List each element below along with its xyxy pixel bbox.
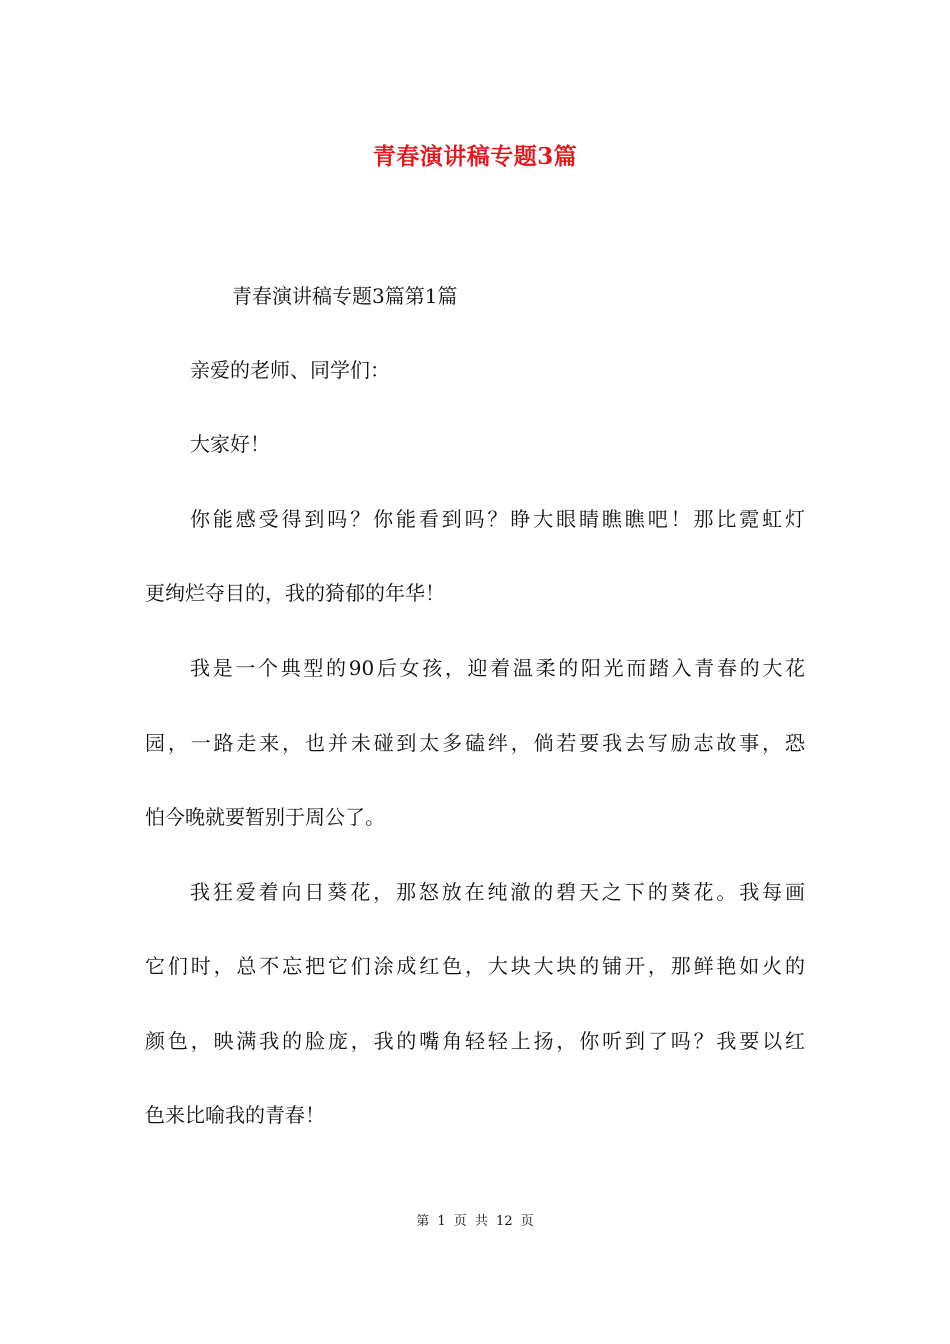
paragraph-3-line-4: 色来比喻我的青春！	[145, 1103, 325, 1127]
paragraph-2-line-3: 怕今晚就要暂别于周公了。	[145, 805, 385, 829]
paragraph-1-line-1: 你能感受得到吗？你能看到吗？睁大眼睛瞧瞧吧！那比霓虹灯	[190, 507, 805, 531]
paragraph-3-line-1: 我狂爱着向日葵花，那怒放在纯澈的碧天之下的葵花。我每画	[190, 880, 805, 904]
paragraph-1-line-2: 更绚烂夺目的，我的猗郁的年华！	[145, 581, 445, 605]
paragraph-2-line-1: 我是一个典型的90后女孩，迎着温柔的阳光而踏入青春的大花	[190, 656, 805, 680]
paragraph-2-line-2: 园，一路走来，也并未碰到太多磕绊，倘若要我去写励志故事，恐	[145, 731, 805, 755]
paragraph-3-line-3: 颜色，映满我的脸庞，我的嘴角轻轻上扬，你听到了吗？我要以红	[145, 1029, 805, 1053]
hello-paragraph: 大家好！	[190, 432, 270, 456]
paragraph-3-line-2: 它们时，总不忘把它们涂成红色，大块大块的铺开，那鲜艳如火的	[145, 954, 805, 978]
section-heading: 青春演讲稿专题3篇第1篇	[232, 284, 458, 308]
page-number-footer: 第 1 页 共 12 页	[416, 1214, 534, 1229]
greeting-paragraph: 亲爱的老师、同学们：	[190, 358, 390, 382]
document-title: 青春演讲稿专题3篇	[372, 143, 578, 170]
